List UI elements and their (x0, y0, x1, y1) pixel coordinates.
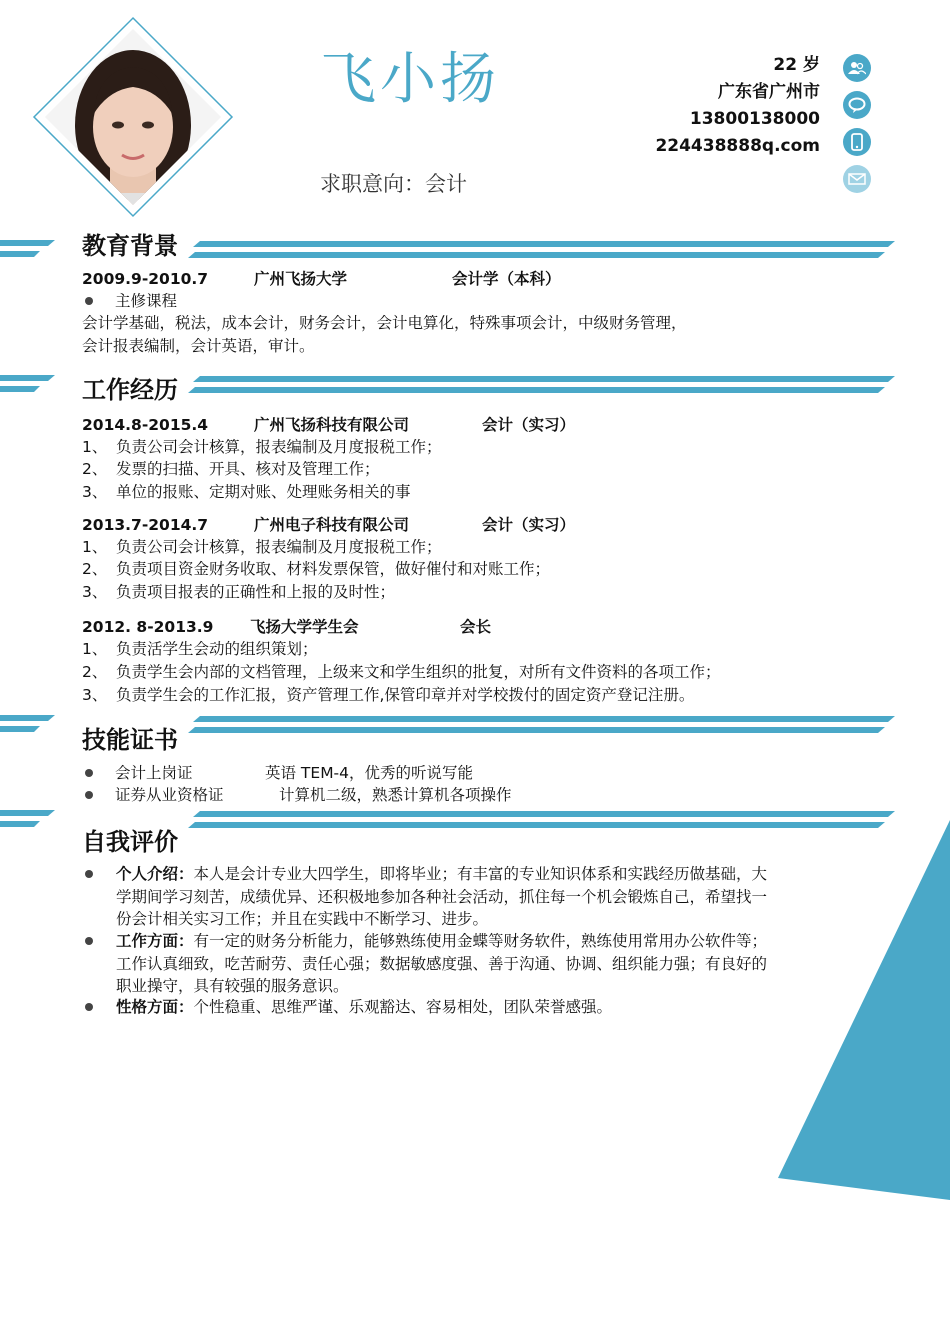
job-header: 2013.7-2014.7 广州电子科技有限公司 会计（实习） (82, 516, 576, 534)
job-header: 2012. 8-2013.9 飞扬大学学生会 会长 (82, 618, 492, 636)
bullet-icon (85, 870, 93, 878)
courses-line-2: 会计报表编制，会计英语，审计。 (82, 337, 315, 355)
courses-line-1: 会计学基础，税法，成本会计，财务会计，会计电算化，特殊事项会计，中级财务管理， (82, 314, 687, 332)
profile-photo-frame (18, 15, 248, 225)
education-entry (82, 268, 561, 291)
contact-icons (843, 54, 873, 202)
education-major: 会计学（本科） (452, 270, 561, 288)
chat-icon (843, 91, 871, 119)
self-evaluation-item: 工作方面：有一定的财务分析能力，能够熟练使用金蝶等财务软件，熟练使用常用办公软件等；工作认真细致，吃苦耐劳、责任心强；数据敏感度强、善于沟通、协调、组织能力强；有良好的职业操守，具有较强的服务意识。 (116, 930, 776, 998)
list-item: 2、 负责项目资金财务收取、材料发票保管，做好催付和对账工作； (82, 560, 551, 578)
list-item: 证券从业资格证 计算机二级，熟悉计算机各项操作 (82, 784, 512, 807)
bullet-icon (85, 937, 93, 945)
list-item: 会计上岗证 英语 TEM-4，优秀的听说写能 (82, 762, 473, 785)
list-item: 3、 负责学生会的工作汇报，资产管理工作,保管印章并对学校拨付的固定资产登记注册。 (82, 686, 695, 704)
candidate-name: 飞小扬 (320, 47, 500, 112)
education-period: 2009.9-2010.7 (82, 270, 209, 288)
bullet-icon (85, 769, 93, 777)
location: 广东省广州市 (718, 82, 820, 102)
avatar (18, 15, 248, 225)
education-school: 广州飞扬大学 (254, 270, 348, 288)
section-title-skills: 技能证书 (82, 726, 178, 754)
list-item: 3、 单位的报账、定期对账、处理账务相关的事 (82, 483, 411, 501)
job-header: 2014.8-2015.4 广州飞扬科技有限公司 会计（实习） (82, 416, 576, 434)
self-evaluation-item: 性格方面：个性稳重、思维严谨、乐观豁达、容易相处，团队荣誉感强。 (116, 996, 776, 1019)
list-item: 1、 负责公司会计核算，报表编制及月度报税工作； (82, 438, 442, 456)
list-item: 2、 负责学生会内部的文档管理，上级来文和学生组织的批复，对所有文件资料的各项工作； (82, 663, 721, 681)
age: 22 岁 (773, 55, 820, 75)
list-item: 主修课程 (82, 290, 177, 313)
list-item: 1、 负责活学生会动的组织策划； (82, 640, 318, 658)
phone-number: 13800138000 (689, 109, 820, 129)
phone-icon (843, 128, 871, 156)
section-title-self: 自我评价 (82, 828, 178, 856)
user-icon (843, 54, 871, 82)
list-item: 2、 发票的扫描、开具、核对及管理工作； (82, 460, 380, 478)
list-item: 3、 负责项目报表的正确性和上报的及时性； (82, 583, 396, 601)
mail-icon (843, 165, 871, 193)
list-item: 1、 负责公司会计核算，报表编制及月度报税工作； (82, 538, 442, 556)
bullet-icon (85, 791, 93, 799)
bullet-icon (85, 1003, 93, 1011)
section-title-education: 教育背景 (82, 232, 178, 260)
self-evaluation-item: 个人介绍：本人是会计专业大四学生，即将毕业；有丰富的专业知识体系和实践经历做基础，大学期间学习刻苦，成绩优异、还积极地参加各种社会活动，抓住每一个机会锻炼自己，希望找一份会计相关实习工作；并且在实践中不断学习、进步。 (116, 863, 776, 931)
section-title-work: 工作经历 (82, 376, 178, 404)
job-objective: 求职意向：会计 (320, 172, 467, 196)
contact-info (655, 52, 820, 160)
bullet-icon (85, 297, 93, 305)
email-address: 224438888q.com (655, 136, 820, 156)
